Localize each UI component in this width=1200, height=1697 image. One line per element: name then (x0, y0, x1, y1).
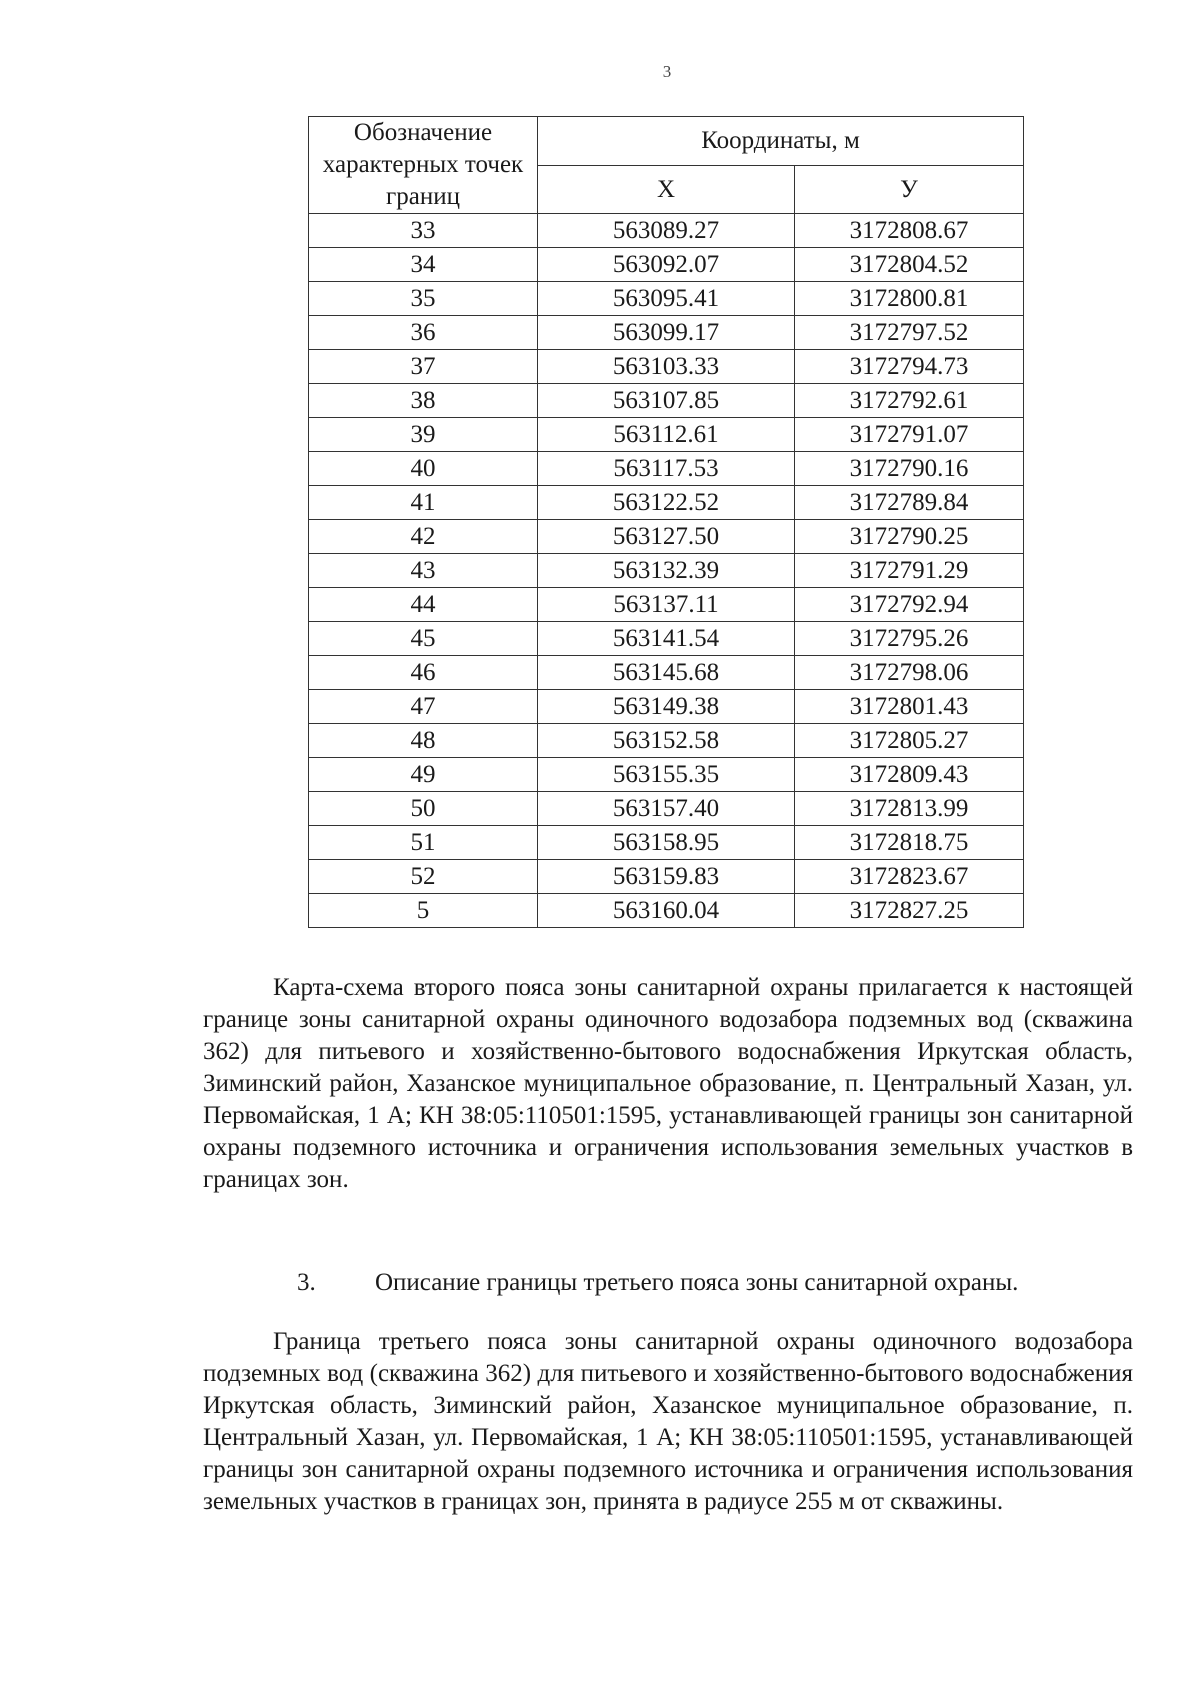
cell-y: 3172823.67 (795, 860, 1024, 894)
table-row (309, 656, 1024, 690)
cell-y: 3172794.73 (795, 350, 1024, 384)
cell-x: 563095.41 (538, 282, 795, 316)
header-designation: Обозначение характерных точек границ (309, 117, 538, 214)
cell-x: 563152.58 (538, 724, 795, 758)
cell-point: 34 (309, 248, 538, 282)
paragraph-2-text: Граница третьего пояса зоны санитарной охраны одиночного водозабора подземных вод (скважина 362) для питьевого и хозяйственно-бытового водоснабжения Иркутская область, Зиминский район, Хазанское муниципальное образование, п. Центральный Хазан, ул. Первомайская, 1 А; КН 38:05:110501:1595, устанавливающей границы зон санитарной охраны подземного источника и ограничения использования земельных участков в границах зон, принята в радиусе 255 м от скважины. (203, 1328, 1133, 1515)
cell-y: 3172800.81 (795, 282, 1024, 316)
cell-point: 35 (309, 282, 538, 316)
cell-y: 3172791.29 (795, 554, 1024, 588)
cell-y: 3172795.26 (795, 622, 1024, 656)
cell-y: 3172789.84 (795, 486, 1024, 520)
section-3-title: Описание границы третьего пояса зоны санитарной охраны. (375, 1269, 1019, 1296)
cell-point: 42 (309, 520, 538, 554)
cell-point: 37 (309, 350, 538, 384)
cell-y: 3172804.52 (795, 248, 1024, 282)
cell-y: 3172790.25 (795, 520, 1024, 554)
paragraph-map-scheme (203, 972, 1133, 1196)
cell-x: 563137.11 (538, 588, 795, 622)
cell-x: 563122.52 (538, 486, 795, 520)
table-row (309, 724, 1024, 758)
section-3-number: 3. (297, 1269, 316, 1296)
cell-point: 5 (309, 894, 538, 928)
cell-point: 52 (309, 860, 538, 894)
cell-x: 563160.04 (538, 894, 795, 928)
cell-x: 563132.39 (538, 554, 795, 588)
cell-x: 563145.68 (538, 656, 795, 690)
cell-x: 563117.53 (538, 452, 795, 486)
table-row (309, 588, 1024, 622)
cell-point: 47 (309, 690, 538, 724)
table-row (309, 452, 1024, 486)
cell-point: 48 (309, 724, 538, 758)
cell-y: 3172792.94 (795, 588, 1024, 622)
cell-y: 3172805.27 (795, 724, 1024, 758)
table-row (309, 690, 1024, 724)
cell-x: 563158.95 (538, 826, 795, 860)
cell-y: 3172791.07 (795, 418, 1024, 452)
cell-y: 3172808.67 (795, 214, 1024, 248)
table-row (309, 792, 1024, 826)
cell-x: 563089.27 (538, 214, 795, 248)
cell-x: 563159.83 (538, 860, 795, 894)
paragraph-third-belt (203, 1326, 1133, 1518)
cell-y: 3172798.06 (795, 656, 1024, 690)
cell-x: 563107.85 (538, 384, 795, 418)
cell-y: 3172792.61 (795, 384, 1024, 418)
cell-point: 51 (309, 826, 538, 860)
cell-point: 43 (309, 554, 538, 588)
cell-point: 44 (309, 588, 538, 622)
cell-x: 563141.54 (538, 622, 795, 656)
table-row (309, 214, 1024, 248)
cell-x: 563112.61 (538, 418, 795, 452)
cell-point: 49 (309, 758, 538, 792)
paragraph-1-text: Карта-схема второго пояса зоны санитарной охраны прилагается к настоящей границе зоны санитарной охраны одиночного водозабора подземных вод (скважина 362) для питьевого и хозяйственно-бытового водоснабжения Иркутская область, Зиминский район, Хазанское муниципальное образование, п. Центральный Хазан, ул. Первомайская, 1 А; КН 38:05:110501:1595, устанавливающей границы зон санитарной охраны подземного источника и ограничения использования земельных участков в границах зон. (203, 974, 1133, 1193)
cell-x: 563099.17 (538, 316, 795, 350)
cell-point: 45 (309, 622, 538, 656)
coordinates-table (308, 116, 1024, 928)
cell-x: 563157.40 (538, 792, 795, 826)
cell-point: 50 (309, 792, 538, 826)
table-row (309, 622, 1024, 656)
table-row (309, 860, 1024, 894)
cell-y: 3172827.25 (795, 894, 1024, 928)
cell-point: 38 (309, 384, 538, 418)
table-row (309, 554, 1024, 588)
header-y: У (795, 165, 1024, 214)
cell-point: 39 (309, 418, 538, 452)
page-number: 3 (662, 62, 672, 81)
cell-y: 3172797.52 (795, 316, 1024, 350)
table-row (309, 826, 1024, 860)
cell-y: 3172809.43 (795, 758, 1024, 792)
cell-point: 41 (309, 486, 538, 520)
header-x: X (538, 165, 795, 214)
cell-x: 563155.35 (538, 758, 795, 792)
section-3-heading (297, 1267, 1018, 1299)
coordinates-table-body (309, 214, 1024, 928)
cell-y: 3172790.16 (795, 452, 1024, 486)
table-row (309, 520, 1024, 554)
table-row (309, 316, 1024, 350)
cell-y: 3172813.99 (795, 792, 1024, 826)
table-row (309, 758, 1024, 792)
cell-point: 46 (309, 656, 538, 690)
cell-x: 563149.38 (538, 690, 795, 724)
table-row (309, 282, 1024, 316)
table-row (309, 384, 1024, 418)
table-row (309, 894, 1024, 928)
cell-x: 563127.50 (538, 520, 795, 554)
cell-point: 40 (309, 452, 538, 486)
cell-point: 33 (309, 214, 538, 248)
cell-x: 563092.07 (538, 248, 795, 282)
header-coordinates: Координаты, м (538, 117, 1024, 166)
table-row (309, 418, 1024, 452)
table-row (309, 350, 1024, 384)
table-row (309, 248, 1024, 282)
cell-x: 563103.33 (538, 350, 795, 384)
cell-y: 3172801.43 (795, 690, 1024, 724)
table-row (309, 486, 1024, 520)
cell-y: 3172818.75 (795, 826, 1024, 860)
cell-point: 36 (309, 316, 538, 350)
